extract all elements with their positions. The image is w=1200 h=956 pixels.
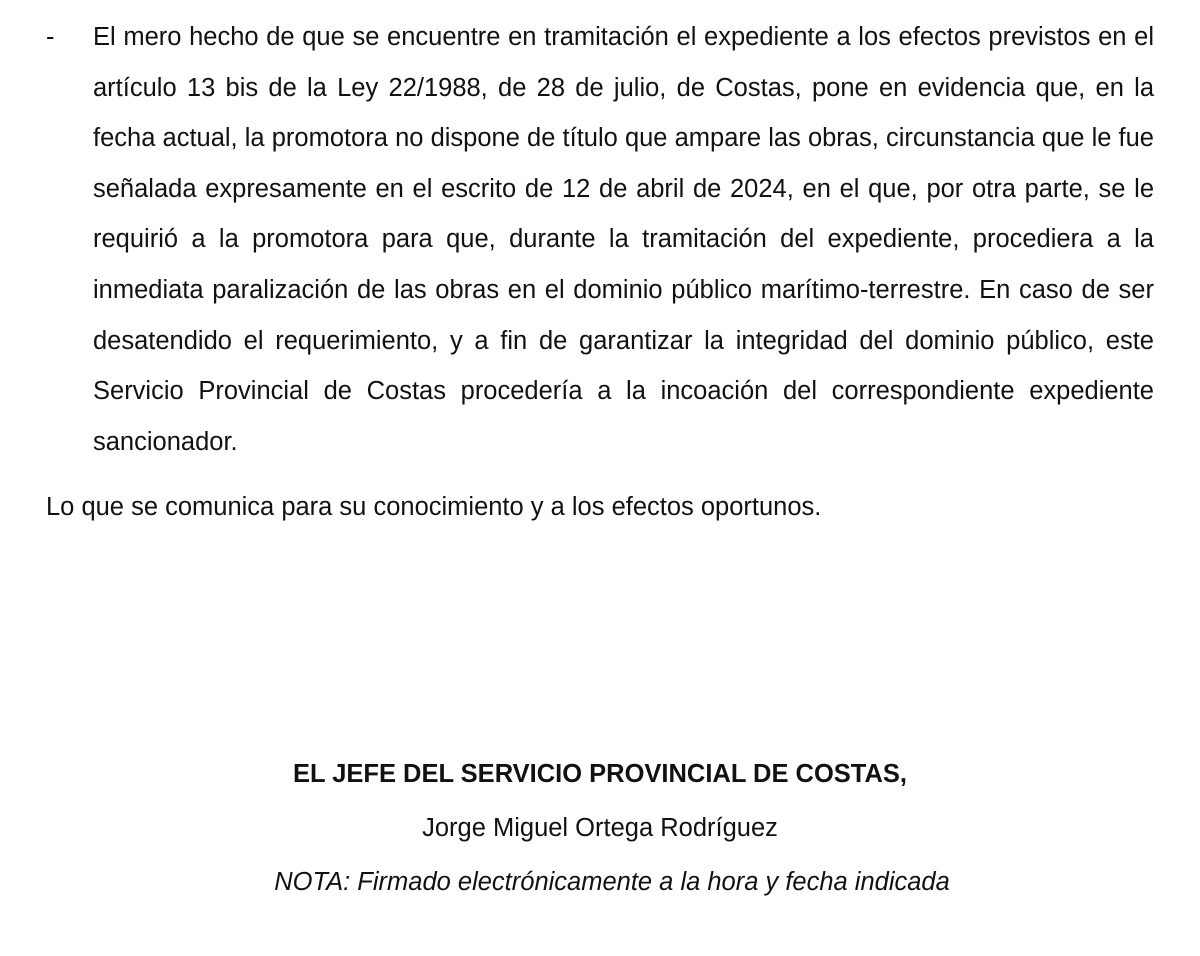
- bullet-paragraph: El mero hecho de que se encuentre en tramitación el expediente a los efectos previstos en el artículo 13 bis de la Ley 22/1988, de 28 de julio, de Costas, pone en evidencia que, en la fecha actual, la promotora no dispone de título que ampare las obras, circunstancia que le fue señalada expresamente en el escrito de 12 de abril de 2024, en el que, por otra parte, se le requirió a la promotora para que, durante la tramitación del expediente, procediera a la inmediata paralización de las obras en el dominio público marítimo-terrestre. En caso de ser desatendido el requerimiento, y a fin de garantizar la integridad del dominio público, este Servicio Provincial de Costas procedería a la incoación del correspondiente expediente sancionador.: [93, 23, 1154, 456]
- signatory-title: EL JEFE DEL SERVICIO PROVINCIAL DE COSTAS,: [292, 760, 908, 788]
- signatory-name: Jorge Miguel Ortega Rodríguez: [422, 814, 778, 842]
- electronic-signature-note: NOTA: Firmado electrónicamente a la hora y fecha indicada: [274, 868, 950, 896]
- bullet-item: [46, 12, 1154, 467]
- bullet-marker: -: [46, 23, 55, 51]
- closing-paragraph: Lo que se comunica para su conocimiento y a los efectos oportunos.: [46, 493, 822, 521]
